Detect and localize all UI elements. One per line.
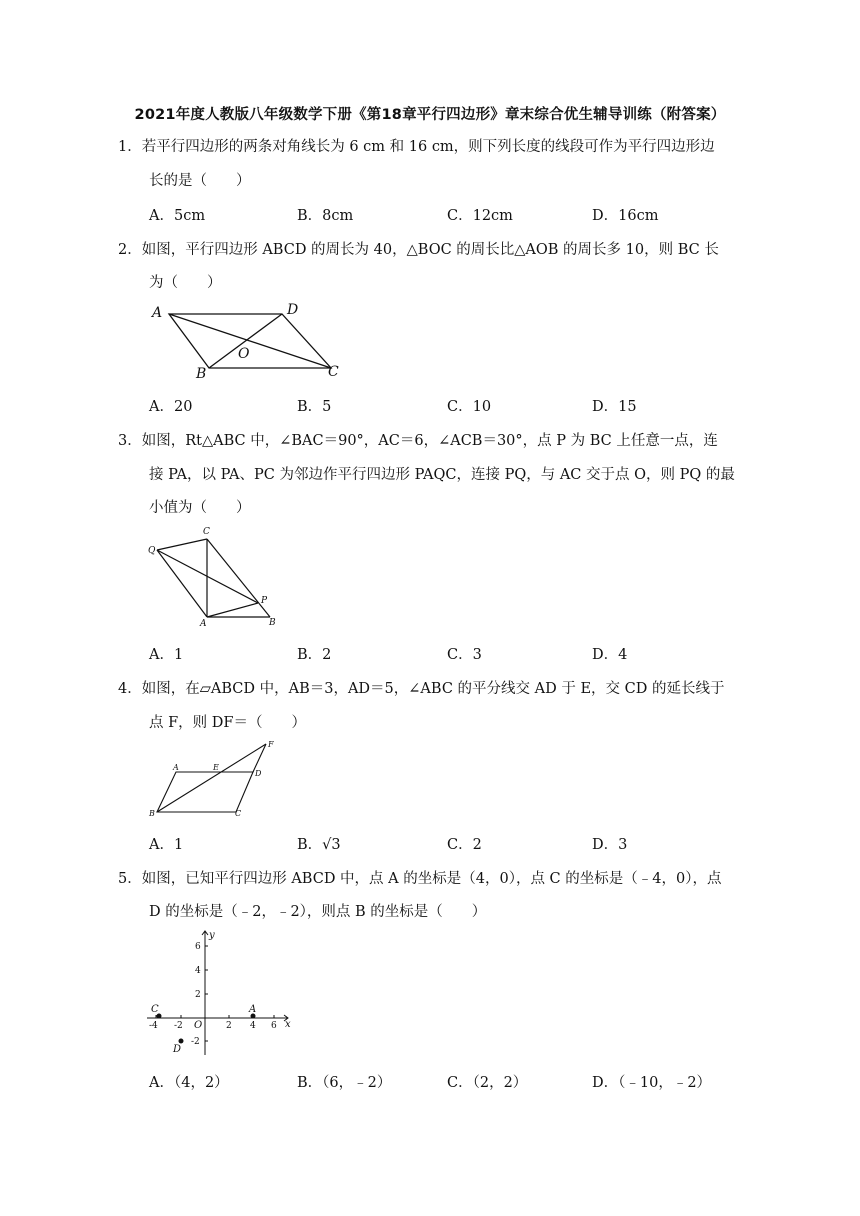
label-a: A xyxy=(200,619,207,629)
option-b[interactable]: B．2 xyxy=(297,647,332,663)
option-b[interactable]: B．8cm xyxy=(297,208,354,224)
question-5-line-2: D 的坐标是（﹣2，﹣2），则点 B 的坐标是（ ） xyxy=(149,904,487,920)
x-tick-label: 6 xyxy=(271,1021,277,1031)
option-a[interactable]: A．5cm xyxy=(149,208,206,224)
segment-ap xyxy=(207,603,258,617)
parallelogram-figure xyxy=(148,298,348,383)
label-c: C xyxy=(235,809,242,818)
segment-qc xyxy=(157,539,207,550)
label-y-axis: y xyxy=(209,930,215,941)
label-d: D xyxy=(255,769,262,778)
question-4-line-1: 4．如图，在▱ABCD 中，AB＝3，AD＝5，∠ABC 的平分线交 AD 于 E，交 CD 的延长线于 xyxy=(118,681,725,697)
label-a: A xyxy=(173,763,179,772)
option-d[interactable]: D．3 xyxy=(592,837,628,853)
x-tick-label: -4 xyxy=(149,1021,158,1031)
x-tick-label: -2 xyxy=(174,1021,183,1031)
label-q: Q xyxy=(148,546,156,556)
question-5-line-1: 5．如图，已知平行四边形 ABCD 中，点 A 的坐标是（4，0），点 C 的坐标是（﹣4，0），点 xyxy=(118,871,722,887)
label-c: C xyxy=(151,1004,159,1015)
option-b[interactable]: B．5 xyxy=(297,399,332,415)
parallelogram-bisector-figure xyxy=(145,738,285,823)
label-p: P xyxy=(261,596,268,606)
point-d xyxy=(179,1039,184,1044)
option-a[interactable]: A．20 xyxy=(149,399,193,415)
question-1-line-2: 长的是（ ） xyxy=(149,173,251,189)
option-d[interactable]: D．4 xyxy=(592,647,628,663)
x-tick-label: 4 xyxy=(250,1021,256,1031)
x-tick-label: 2 xyxy=(226,1021,232,1031)
label-c: C xyxy=(328,364,339,380)
document-title: 2021年度人教版八年级数学下册《第18章平行四边形》章末综合优生辅导训练（附答案） xyxy=(134,107,726,123)
option-c[interactable]: C．（2，2） xyxy=(447,1075,528,1091)
question-4-line-2: 点 F，则 DF＝（ ） xyxy=(149,715,306,731)
option-b[interactable]: B．（6，﹣2） xyxy=(297,1075,392,1091)
option-d[interactable]: D．16cm xyxy=(592,208,659,224)
y-tick-label: 6 xyxy=(195,942,201,952)
label-d: D xyxy=(173,1044,182,1055)
label-b: B xyxy=(269,618,276,628)
option-c[interactable]: C．3 xyxy=(447,647,482,663)
label-d: D xyxy=(287,302,299,318)
question-3-line-1: 3．如图，Rt△ABC 中，∠BAC＝90°，AC＝6，∠ACB＝30°，点 P 为 BC 上任意一点，连 xyxy=(118,433,718,449)
question-3-line-3: 小值为（ ） xyxy=(149,500,251,516)
option-a[interactable]: A．1 xyxy=(149,837,184,853)
question-3-options xyxy=(149,643,769,663)
question-1-options xyxy=(149,204,769,224)
y-tick-label: 4 xyxy=(195,966,201,976)
label-a: A xyxy=(249,1004,257,1015)
coordinate-plane-figure xyxy=(145,927,305,1057)
question-2-options xyxy=(149,395,769,415)
label-e: E xyxy=(213,763,219,772)
triangle-figure xyxy=(145,523,285,628)
label-f: F xyxy=(268,740,274,749)
option-c[interactable]: C．12cm xyxy=(447,208,513,224)
label-b: B xyxy=(149,809,155,818)
option-d[interactable]: D．（﹣10，﹣2） xyxy=(592,1075,712,1091)
question-4-options xyxy=(149,833,769,853)
question-1-line-1: 1．若平行四边形的两条对角线长为 6 cm 和 16 cm，则下列长度的线段可作为平行四边形边 xyxy=(118,139,715,155)
parallelogram-abcd xyxy=(157,772,253,812)
option-c[interactable]: C．10 xyxy=(447,399,492,415)
option-a[interactable]: A．（4，2） xyxy=(149,1075,229,1091)
option-a[interactable]: A．1 xyxy=(149,647,184,663)
question-3-line-2: 接 PA，以 PA、PC 为邻边作平行四边形 PAQC，连接 PQ，与 AC 交于点 O，则 PQ 的最 xyxy=(149,467,735,483)
label-a: A xyxy=(152,305,163,321)
y-tick-label: 2 xyxy=(195,990,201,1000)
label-x-axis: x xyxy=(285,1019,291,1030)
option-d[interactable]: D．15 xyxy=(592,399,637,415)
option-b[interactable]: B．√3 xyxy=(297,837,341,853)
question-5-options xyxy=(149,1071,769,1091)
option-c[interactable]: C．2 xyxy=(447,837,482,853)
label-c: C xyxy=(203,527,210,537)
label-origin: O xyxy=(194,1020,203,1031)
y-tick-label: -2 xyxy=(191,1037,200,1047)
label-b: B xyxy=(196,366,207,382)
question-2-line-2: 为（ ） xyxy=(149,275,222,291)
question-2-line-1: 2．如图，平行四边形 ABCD 的周长为 40，△BOC 的周长比△AOB 的周长多 10，则 BC 长 xyxy=(118,242,719,258)
segment-qa xyxy=(157,550,207,617)
label-o: O xyxy=(238,346,250,362)
